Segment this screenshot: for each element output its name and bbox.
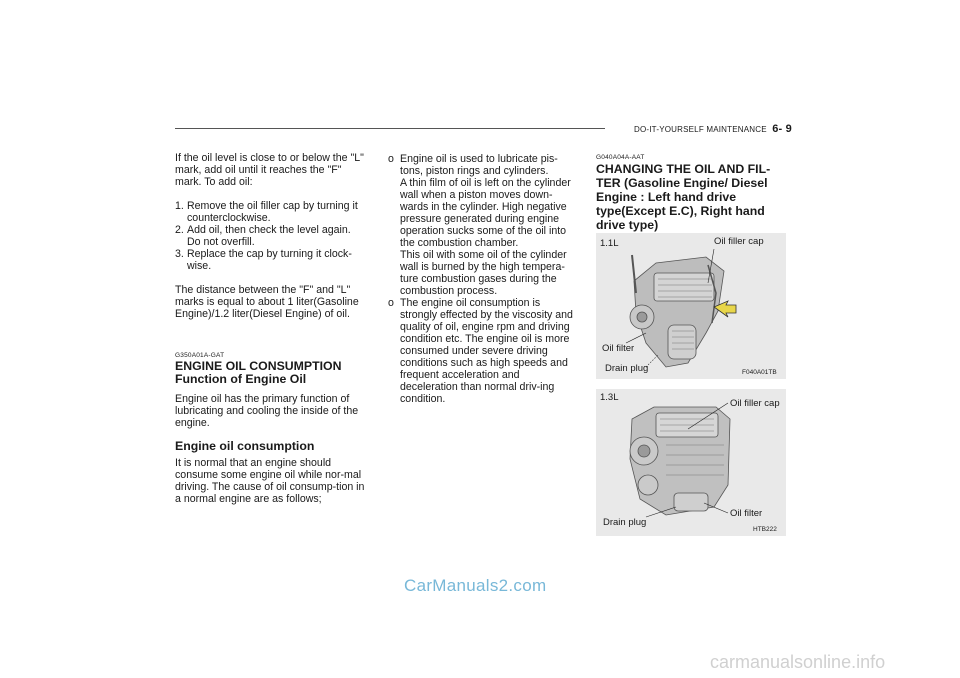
consumption-heading: Engine oil consumption: [175, 439, 315, 453]
oil-filler-cap-label: Oil filler cap: [730, 398, 780, 409]
figure-code: HTB222: [753, 526, 777, 533]
column-right: [596, 154, 786, 232]
section-code: G040A04A-AAT: [596, 154, 645, 161]
step-item: 1. Remove the oil filler cap by turning it counterclockwise.: [175, 200, 358, 224]
steps-list: [175, 200, 367, 272]
column-middle: [388, 153, 574, 405]
drain-plug-label: Drain plug: [605, 363, 649, 374]
oil-filter-label: Oil filter: [602, 343, 635, 354]
figure-variant-label: 1.3L: [600, 392, 619, 403]
watermark-carmanualsonline[interactable]: carmanualsonline.info: [710, 652, 886, 672]
intro-paragraph: If the oil level is close to or below the "L" mark, add oil until it reaches the "F" mark. To add oil:: [175, 152, 364, 188]
section-subtitle: Function of Engine Oil: [175, 372, 307, 386]
figure-variant-label: 1.1L: [600, 238, 619, 249]
watermark-carmanuals2[interactable]: CarManuals2.com: [404, 576, 547, 595]
bullet-item: o Engine oil is used to lubricate pis-tons, piston rings and cylinders. A thin film of oil is left on the cylinder wall when a piston moves down-wards in the cylinder. High negative pressure generated during engine operation sucks some of the oil into the combustion chamber. This oil with some oil of the cylinder wall is burned by the high tempera-ture combustion gases during the combustion process.: [388, 153, 571, 297]
consumption-paragraph: It is normal that an engine should consume some engine oil while nor-mal driving. The cause of oil consump-tion in a normal engine are as follows;: [175, 457, 365, 505]
header-rule: [175, 128, 605, 129]
oil-filler-cap-label: Oil filler cap: [714, 236, 764, 247]
engine-figure-1-1l: [596, 233, 786, 379]
distance-paragraph: The distance between the "F" and "L" marks is equal to about 1 liter(Gasoline Engine)/1.2 liter(Diesel Engine) of oil.: [175, 284, 359, 320]
header-title: DO-IT-YOURSELF MAINTENANCE: [634, 125, 767, 134]
section-title: ENGINE OIL CONSUMPTION: [175, 359, 342, 373]
engine-illustration-1: [596, 233, 786, 379]
function-paragraph: Engine oil has the primary function of lubricating and cooling the inside of the engine.: [175, 393, 359, 429]
engine-figure-1-3l: [596, 389, 786, 536]
column-left: [175, 152, 367, 505]
page-header: [634, 123, 792, 135]
changing-oil-title: CHANGING THE OIL AND FIL-TER (Gasoline Engine/ Diesel Engine : Left hand drive type(Except E.C), Right hand drive type): [596, 162, 771, 232]
oil-filter-label: Oil filter: [730, 508, 763, 519]
step-item: 3. Replace the cap by turning it clock-wise.: [175, 248, 352, 272]
page-number: 6- 9: [772, 123, 792, 135]
section-code: G350A01A-GAT: [175, 352, 225, 359]
figure-code: F040A01TB: [742, 369, 777, 376]
bullet-item: o The engine oil consumption is strongly effected by the viscosity and quality of oil, engine rpm and driving condition etc. The engine oil is more consumed under severe driving conditions such as high speeds and frequent acceleration and deceleration than normal driv-ing condition.: [388, 297, 573, 405]
step-item: 2. Add oil, then check the level again. Do not overfill.: [175, 224, 351, 248]
drain-plug-label: Drain plug: [603, 517, 647, 528]
